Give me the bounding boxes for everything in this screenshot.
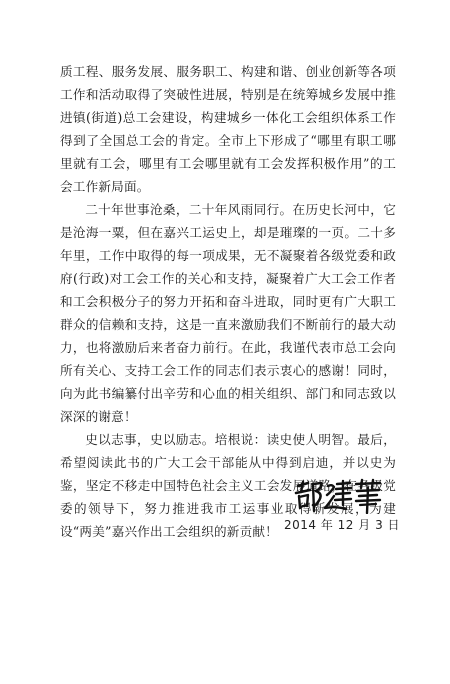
handwritten-signature	[294, 478, 384, 514]
paragraph-2: 二十年世事沧桑，二十年风雨同行。在历史长河中，它是沧海一粟，但在嘉兴工运史上，却是璀璨的一页。二十多年里，工作中取得的每一项成果，无不凝聚着各级党委和政府(行政)对工会工作的关心和支持，凝聚着广大工会工作者和工会积极分子的努力开拓和奋斗进取，同时更有广大职工群众的信赖和支持，这是一直来激励我们不断前行的最大动力，也将激励后来者奋力前行。在此，我谨代表市总工会向所有关心、支持工会工作的同志们表示衷心的感谢！同时，向为此书编纂付出辛劳和心血的相关组织、部门和同志致以深深的谢意！	[60, 202, 396, 424]
body-text	[60, 60, 396, 543]
paragraph-1: 质工程、服务发展、服务职工、构建和谐、创业创新等各项工作和活动取得了突破性进展，特别是在统筹城乡发展中推进镇(街道)总工会建设，构建城乡一体化工会组织体系工作得到了全国总工会的肯定。全市上下形成了“哪里有职工哪里就有工会，哪里有工会哪里就有工会发挥积极作用”的工会工作新局面。	[60, 64, 396, 194]
date: 2014 年 12 月 3 日	[284, 518, 401, 532]
paragraph-3: 史以志事，史以励志。培根说：读史使人明智。最后，希望阅读此书的广大工会干部能从中得到启迪，并以史为鉴，坚定不移走中国特色社会主义工会发展道路，在各级党委的领导下，努力推进我市工运事业取得新发展，为建设“两美”嘉兴作出工会组织的新贡献！	[60, 432, 396, 539]
